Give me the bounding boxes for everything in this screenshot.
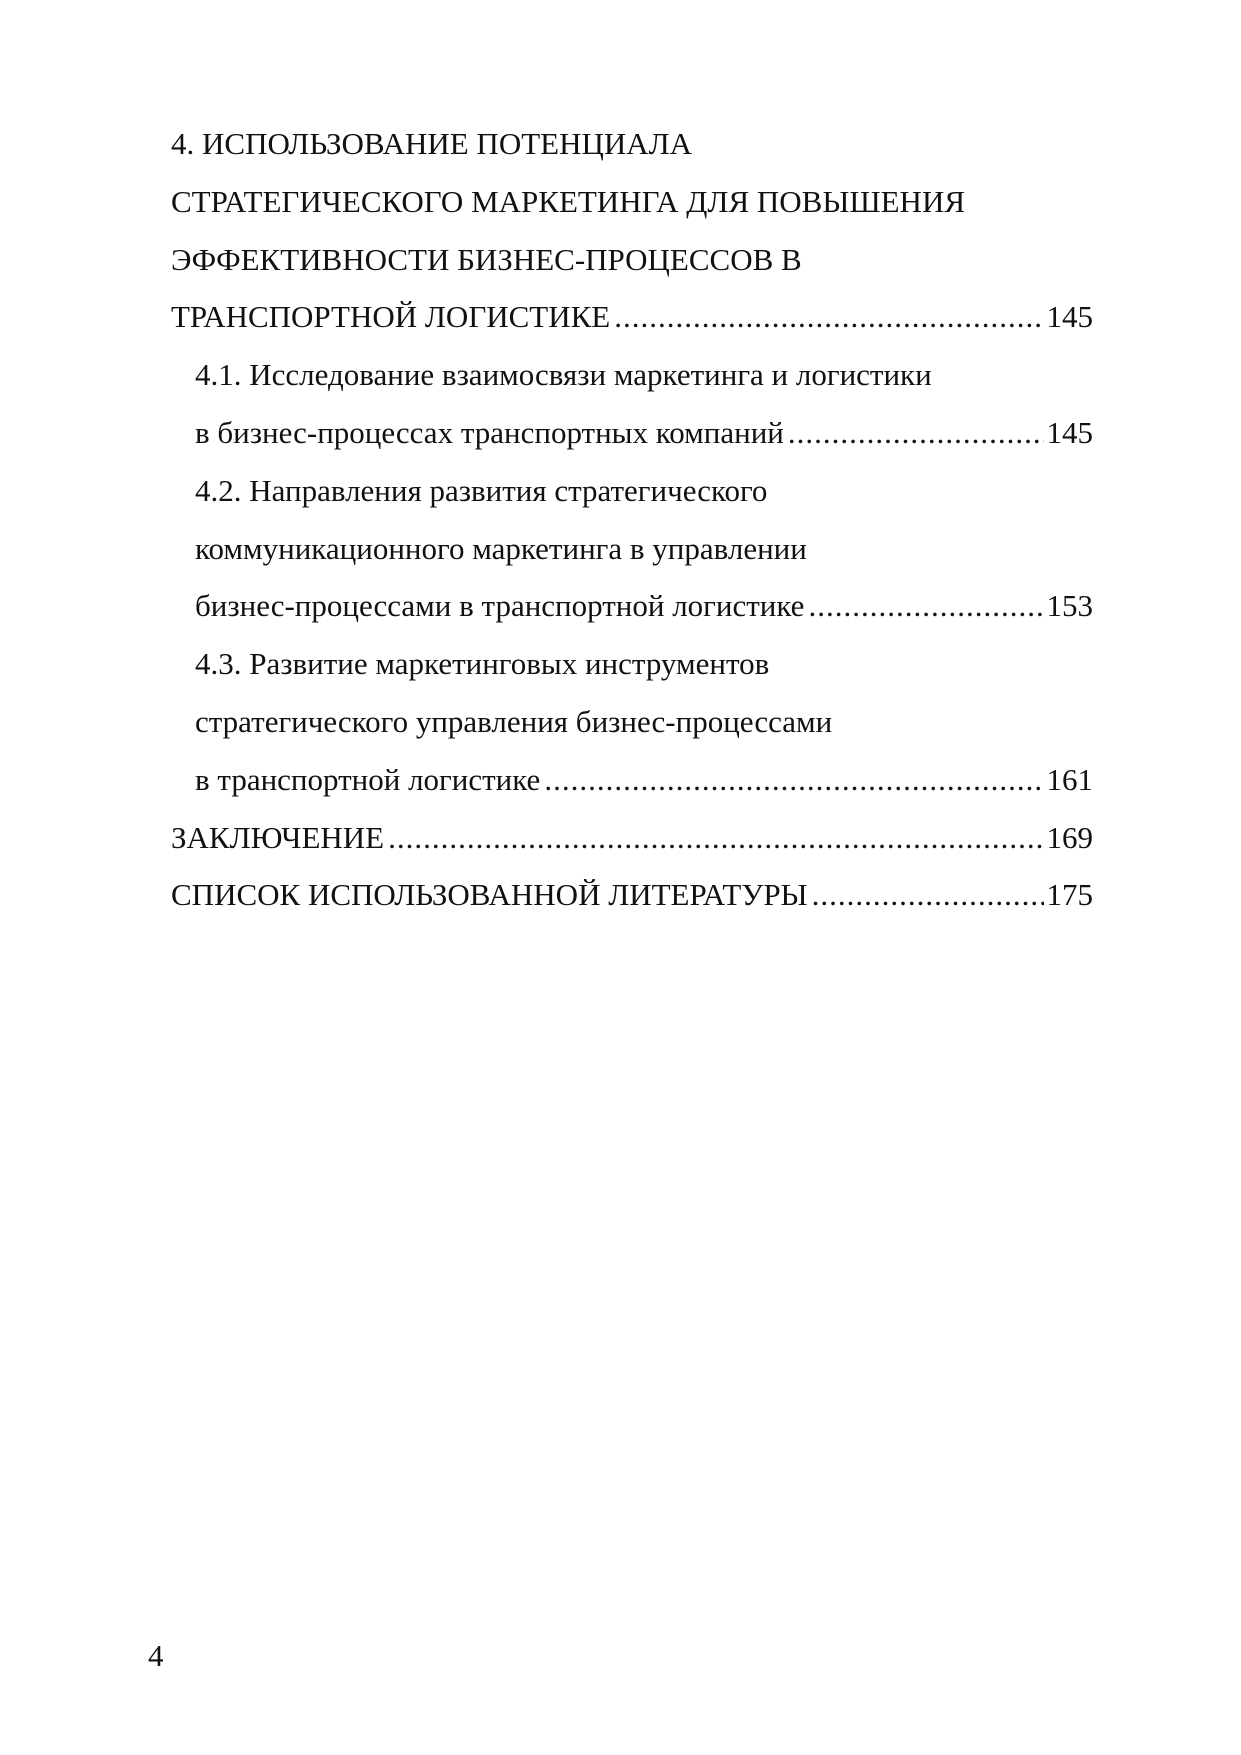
toc-page-number: 153 [1046, 588, 1093, 624]
dot-leader [808, 577, 1043, 635]
toc-references [171, 866, 1093, 924]
table-of-contents [171, 115, 1093, 924]
dot-leader [388, 809, 1043, 867]
dot-leader [812, 866, 1044, 924]
page-number: 4 [148, 1638, 164, 1673]
toc-section-4-1-line-2 [171, 404, 1093, 462]
toc-chapter-4-line-2 [171, 173, 1093, 231]
toc-text: в бизнес-процессах транспортных компаний [195, 414, 784, 450]
toc-text: СТРАТЕГИЧЕСКОГО МАРКЕТИНГА ДЛЯ ПОВЫШЕНИЯ [171, 183, 966, 219]
dot-leader [544, 751, 1043, 809]
toc-text: ЗАКЛЮЧЕНИЕ [171, 819, 385, 855]
toc-section-4-2-line-1 [171, 462, 1093, 520]
toc-section-4-3-line-3 [171, 751, 1093, 809]
toc-page-number: 145 [1046, 299, 1093, 335]
toc-conclusion [171, 809, 1093, 867]
toc-page-number: 169 [1046, 819, 1093, 855]
toc-chapter-4-line-4 [171, 288, 1093, 346]
toc-text: СПИСОК ИСПОЛЬЗОВАННОЙ ЛИТЕРАТУРЫ [171, 877, 808, 913]
toc-text: 4.2. Направления развития стратегического [195, 472, 768, 508]
toc-text: стратегического управления бизнес-процессами [195, 703, 833, 739]
toc-section-4-1-line-1 [171, 346, 1093, 404]
dot-leader [788, 404, 1044, 462]
toc-chapter-4-line-1 [171, 115, 1093, 173]
toc-chapter-4-line-3 [171, 231, 1093, 289]
toc-text: 4.1. Исследование взаимосвязи маркетинга и логистики [195, 357, 932, 393]
toc-section-4-3-line-2 [171, 693, 1093, 751]
toc-page-number: 175 [1046, 877, 1093, 913]
toc-text: 4.3. Развитие маркетинговых инструментов [195, 646, 770, 682]
toc-text: ЭФФЕКТИВНОСТИ БИЗНЕС-ПРОЦЕССОВ В [171, 241, 802, 277]
toc-page-number: 161 [1046, 761, 1093, 797]
toc-section-4-2-line-3 [171, 577, 1093, 635]
toc-section-4-3-line-1 [171, 635, 1093, 693]
toc-text: в транспортной логистике [195, 761, 541, 797]
toc-text: коммуникационного маркетинга в управлении [195, 530, 807, 566]
toc-text: 4. ИСПОЛЬЗОВАНИЕ ПОТЕНЦИАЛА [171, 126, 693, 161]
dot-leader [614, 288, 1043, 346]
toc-text: бизнес-процессами в транспортной логистике [195, 588, 805, 624]
toc-page-number: 145 [1046, 414, 1093, 450]
toc-section-4-2-line-2 [171, 520, 1093, 578]
toc-text: ТРАНСПОРТНОЙ ЛОГИСТИКЕ [171, 299, 611, 335]
